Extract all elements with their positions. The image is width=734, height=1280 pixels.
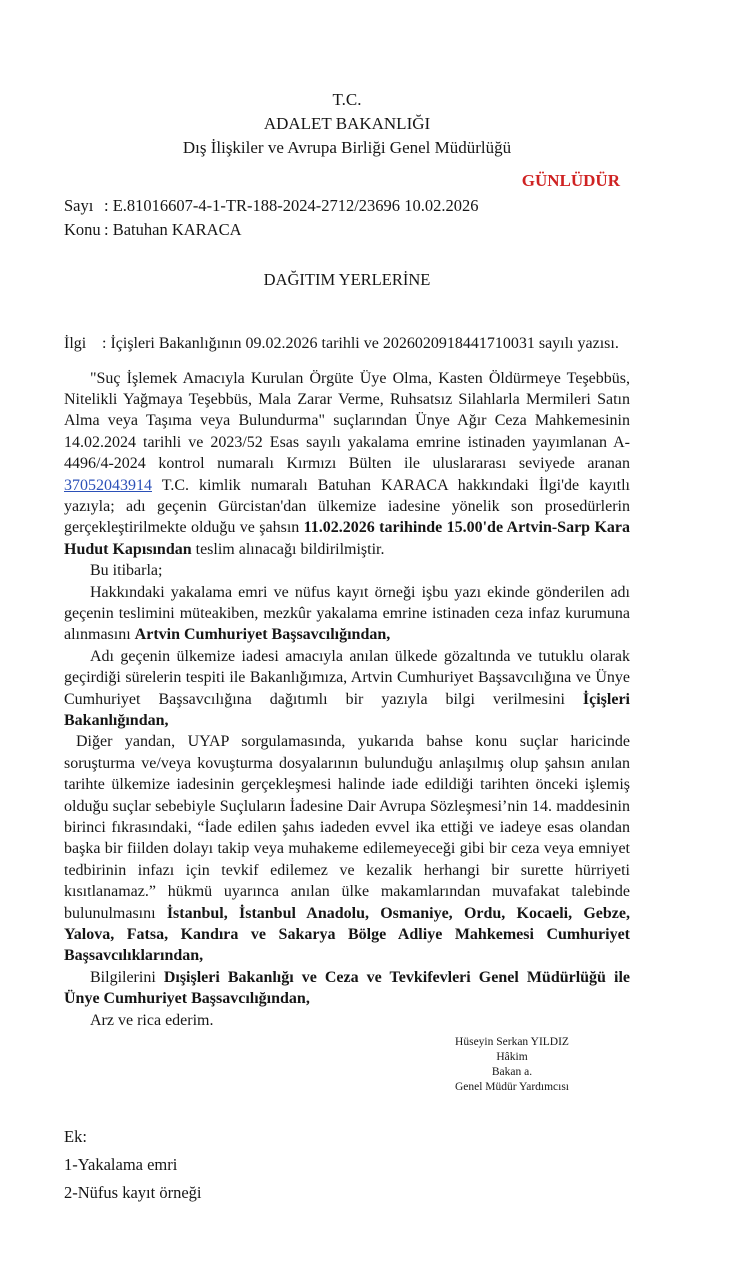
reference-line	[64, 333, 630, 355]
letterhead-ministry: ADALET BAKANLIĞI	[263, 114, 431, 133]
addressee-line: DAĞITIM YERLERİNE	[263, 270, 431, 289]
document-date: 10.02.2026	[404, 196, 479, 215]
classification-stamp: GÜNLÜDÜR	[521, 171, 620, 190]
sayi-label: Sayı	[64, 196, 94, 215]
charges-text-mid: T.C. kimlik numaralı Batuhan KARACA hakkındaki İlgi'de kayıtlı yazıyla; adı geçenin Gürcistan'dan ülkemize iadesine yönelik son prosedürlerin gerçekleştirilmekte olduğu ve şahsın	[64, 476, 630, 537]
attachment-item-1: 1-Yakalama emri	[64, 1155, 178, 1175]
paragraph-artvin	[64, 582, 630, 646]
ilgi-label: İlgi	[64, 335, 87, 352]
paragraph-bu-itibarla: Bu itibarla;	[90, 562, 163, 580]
prosecutors-list-bold: İstanbul, İstanbul Anadolu, Osmaniye, Ordu, Kocaeli, Gebze, Yalova, Fatsa, Kandıra ve Sakarya Bölge Adliye Mahkemesi Cumhuriyet Başsavcılıklarından,	[64, 904, 630, 965]
artvin-text: Hakkındaki yakalama emri ve nüfus kayıt örneği işbu yazı ekinde gönderilen adı geçenin teslimini müteakiben, mezkûr yakalama emrine istinaden ceza infaz kurumuna alınmasını	[64, 583, 630, 644]
paragraph-interior-ministry	[64, 646, 630, 732]
charges-text-pre: "Suç İşlemek Amacıyla Kurulan Örgüte Üye Olma, Kasten Öldürmeye Teşebbüs, Nitelikli Yağmaya Teşebbüs, Mala Zarar Verme, Ruhsatsız Silahlarla Mermileri Satın Alma veya Taşıma veya Bulundurma" suçlarından Ünye Ağır Ceza Mahkemesinin 14.02.2024 tarihli ve 2023/52 Esas sayılı yakalama emrine istinaden yayımlanan A-4496/4-2024 kontrol numaralı Kırmızı Bülten ile uluslararası seviyede aranan	[64, 369, 630, 473]
paragraph-uyap	[64, 731, 630, 966]
attachment-item-2: 2-Nüfus kayıt örneği	[64, 1183, 202, 1203]
foreign-ministry-bold: Dışişleri Bakanlığı ve Ceza ve Tevkifevleri Genel Müdürlüğü ile Ünye Cumhuriyet Başsavcılığından,	[64, 968, 630, 1008]
sayi-value: : E.81016607-4-1-TR-188-2024-2712/23696	[104, 196, 401, 215]
paragraph-charges	[64, 368, 630, 561]
signature-block	[382, 1035, 642, 1095]
letterhead-tc: T.C.	[332, 90, 362, 109]
handover-datetime-bold: 11.02.2026 tarihinde 15.00'de Artvin-Sarp Kara Hudut Kapısından	[64, 519, 630, 558]
ilgi-text: : İçişleri Bakanlığının 09.02.2026 tarihli ve 2026020918441710031 sayılı yazısı.	[102, 335, 619, 352]
attachments-label: Ek:	[64, 1127, 87, 1147]
interior-text: Adı geçenin ülkemize iadesi amacıyla anılan ülkede gözaltında ve tutuklu olarak geçirdiği sürelerin tespiti ile Bakanlığımıza, Artvin Cumhuriyet Başsavcılığına ve Ünye Cumhuriyet Başsavcılığına dağıtımlı bir yazıyla bilgi verilmesini	[64, 647, 630, 708]
signer-name: Hüseyin Serkan YILDIZ	[455, 1036, 569, 1049]
signer-title-judge: Hâkim	[496, 1051, 528, 1064]
letterhead-directorate: Dış İlişkiler ve Avrupa Birliği Genel Müdürlüğü	[182, 138, 512, 157]
letterhead	[64, 88, 630, 160]
konu-row	[64, 218, 630, 242]
attachments-block	[64, 1123, 630, 1207]
interior-ministry-bold: İçişleri Bakanlığından,	[64, 690, 630, 729]
bilgilerini-text: Bilgilerini	[90, 968, 164, 986]
signer-title-deputy: Genel Müdür Yardımcısı	[454, 1081, 570, 1094]
signer-on-behalf: Bakan a.	[491, 1066, 533, 1079]
charges-text-post: teslim alınacağı bildirilmiştir.	[191, 540, 385, 558]
uyap-text: Diğer yandan, UYAP sorgulamasında, yukarıda bahse konu suçlar haricinde soruşturma ve/veya kovuşturma dosyalarının bulunduğu anlaşılmış olup şahsın anılan tarihte ülkemize iadesinin gerçekleşmesi halinde iade edildiği tarihten önceki işlemiş olduğu suçlar sebebiyle Suçluların İadesine Dair Avrupa Sözleşmesi’nin 14. maddesinin birinci fıkrasındaki, “İade edilen şahıs iadeden evvel ika ettiği ve iadeye esas olandan başka bir fiilden dolayı takip veya muhakeme edilemeyeceği gibi bir ceza veya emniyet tedbirinin infazı için tevkif edilemez ve kezalik herhangi bir surette hürriyeti kısıtlanamaz.” hükmü uyarınca anılan ülke makamlarından muvafakat talebinde bulunulmasını	[64, 733, 630, 922]
artvin-prosecutor-bold: Artvin Cumhuriyet Başsavcılığından,	[134, 626, 391, 644]
paragraph-closing: Arz ve rica ederim.	[90, 1011, 214, 1029]
konu-value: : Batuhan KARACA	[104, 220, 242, 239]
paragraph-bilgilerini	[64, 967, 630, 1010]
sayi-row	[64, 194, 630, 218]
document-meta	[64, 194, 630, 242]
konu-label: Konu	[64, 220, 101, 239]
tc-id-link[interactable]: 37052043914	[64, 476, 152, 494]
